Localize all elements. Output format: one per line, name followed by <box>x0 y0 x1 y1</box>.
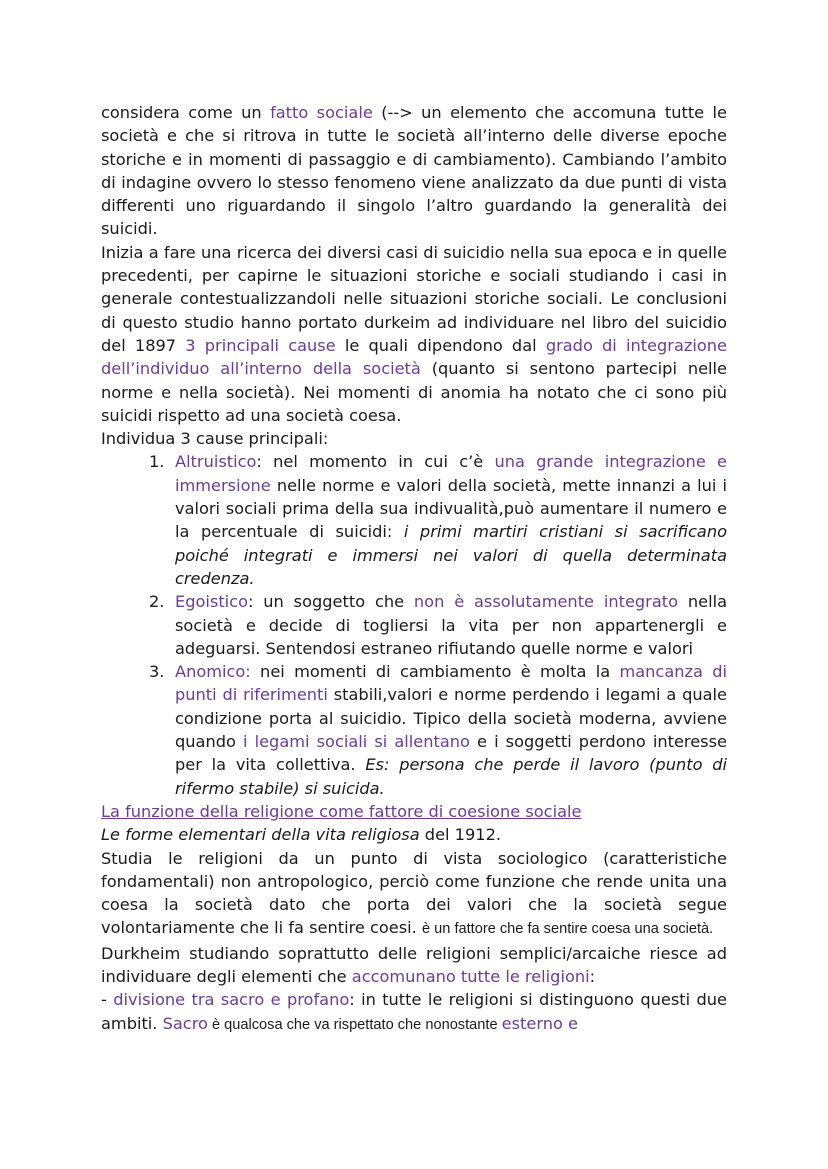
paragraph-forme-elementari: Le forme elementari della vita religiosa del 1912. <box>101 825 502 845</box>
highlight-accomunano: accomunano tutte le religioni <box>351 966 590 986</box>
document-page <box>101 101 727 1037</box>
paragraph-fatto-sociale: considera come un fatto sociale (--> un elemento che accomuna tutte le società e che si ritrova in tutte le società all’interno delle diverse epoche storiche e in momenti di passaggio e di cambiamento). Cambiando l’ambito di indagine ovvero lo stesso fenomeno viene analizzato da due punti di vista differenti uno riguardando il singolo l’altro guardando la generalità dei suicidi. <box>101 103 727 239</box>
list-number: 1. <box>149 452 165 472</box>
heading-link[interactable]: La funzione della religione come fattore di coesione sociale <box>101 801 582 821</box>
paragraph-sacro-profano: - divisione tra sacro e profano: in tutte le religioni si distinguono questi due ambiti. Sacro è qualcosa che va rispettato che nonostante esterno e <box>101 990 727 1033</box>
highlight-sacro-profano: divisione tra sacro e profano <box>113 990 350 1010</box>
highlight-fatto-sociale: fatto sociale <box>270 103 373 122</box>
highlight-grado-integrazione: grado di integrazione dell’individuo all’interno della società <box>101 335 728 379</box>
list-number: 2. <box>149 592 165 612</box>
paragraph-individua-cause: Individua 3 cause principali: <box>101 429 329 449</box>
highlight-principali-cause: 3 principali cause <box>185 335 336 355</box>
list-item-anomico: 3. Anomico: nei momenti di cambiamento è molta la mancanza di punti di riferimenti stabili,valori e norme perdendo i legami a quale condizione porta al suicidio. Tipico della società moderna, avviene quando i legami sociali si allentano e i soggetti perdono interesse per la vita collettiva. Es: persona che perde il lavoro (punto di rifermo stabile) si suicida. <box>149 662 728 798</box>
list-item-altruistico: 1. Altruistico: nel momento in cui c’è una grande integrazione e immersione nelle norme e valori della società, mette innanzi a lui i valori sociali prima della sua indivualità,può aumentare il numero e la percentuale di suicidi: i primi martiri cristiani si sacrificano poiché integrati e immersi nei valori di quella determinata credenza. <box>149 452 727 588</box>
paragraph-studia-religioni: Studia le religioni da un punto di vista sociologico (caratteristiche fondamentali) non antropologico, perciò come funzione che rende unita una coesa la società dato che porta dei valori che la società segue volontariamente che li fa sentire coesi. è un fattore che fa sentire coesa una società. <box>101 848 727 938</box>
causes-list <box>101 450 727 799</box>
section-heading-religione <box>101 800 727 823</box>
list-number: 3. <box>149 662 165 682</box>
paragraph-durkheim-religioni: Durkheim studiando soprattutto delle religioni semplici/arcaiche riesce ad individuare degli elementi che accomunano tutte le religioni: <box>101 943 727 986</box>
paragraph-ricerca-suicidio: Inizia a fare una ricerca dei diversi casi di suicidio nella sua epoca e in quelle precedenti, per capirne le situazioni storiche e sociali studiando i casi in generale contestualizzandoli nelle situazioni storiche sociali. Le conclusioni di questo studio hanno portato durkeim ad individuare nel libro del suicidio del 1897 3 principali cause le quali dipendono dal grado di integrazione dell’individuo all’interno della società (quanto si sentono partecipi nelle norme e nella società). Nei momenti di anomia ha notato che ci sono più suicidi rispetto ad una società coesa. <box>101 242 728 425</box>
book-title: Le forme elementari della vita religiosa <box>101 825 420 845</box>
highlight-sacro: Sacro <box>162 1013 208 1033</box>
list-item-egoistico: 2. Egoistico: un soggetto che non è assolutamente integrato nella società e decide di togliersi la vita per non appartenergli e adeguarsi. Sentendosi estraneo rifiutando quelle norme e valori <box>149 592 727 658</box>
